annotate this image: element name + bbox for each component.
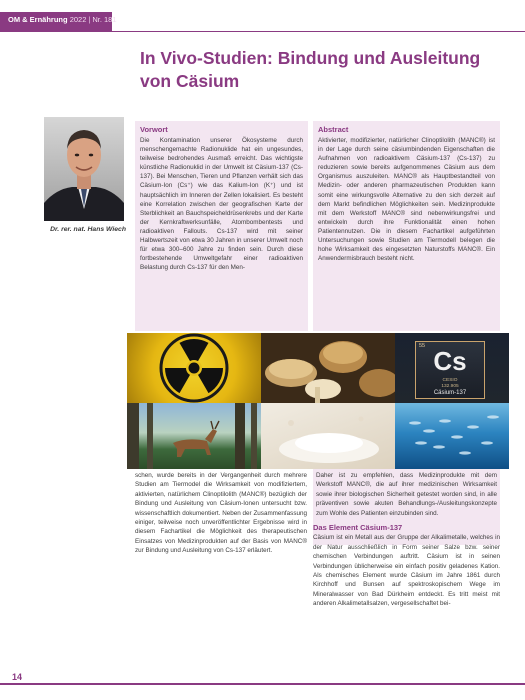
journal-name: OM & Ernährung: [8, 15, 68, 24]
radiation-symbol-image: [127, 333, 261, 403]
vorwort-heading: Vorwort: [140, 125, 168, 134]
element-number: 55: [419, 343, 426, 349]
element-symbol: Cs: [433, 346, 467, 376]
white-powder-image: [261, 403, 395, 469]
page-number: 14: [12, 672, 23, 682]
author-portrait: [44, 117, 124, 221]
header-text: OM & Ernährung 2022 | Nr. 181: [8, 15, 117, 24]
cesium-element-image: [395, 333, 509, 403]
body-left-column: schen, wurde bereits in der Vergangenheit durch mehrere Studien am Tiermodel die Wirksamkeit von modifiziertem, aktivierten, natürlichem Clinoptilolith (MANC®) bezüglich der Bindung und Ausleitung von Cäsium-Ionen untersucht bzw. wissenschaftlich dokumentiert. Neben der Zusammenfassung einiger, teilweise noch unveröffentlichter Ergebnisse wird in diesem Fachartikel die Möglichkeit des therapeutischen Einsatzes von Medizinprodukten auf der Basis von MANC® zur Bindung und Ausleitung von Cs-137 erläutert.: [135, 472, 307, 555]
abstract-text: Aktivierter, modifizierter, natürlicher Clinoptilolith (MANC®) ist in der Lage durch seine cäsiumbindenden Eigenschaften die Aufnahmen von radioaktivem Cäsium-137 (Cs-137) zu reduzieren sowie bereits aufgenommenes Cäsium aus dem Organismus auszuleiten. MANC® als Hauptbestandteil von Medizin- oder anderen pharmazeutischen Produkten kann somit eine wirkungsvolle Alternative zu den sich derzeit auf dem Markt befindlichen Möglichkeiten sein. Medizinprodukte mit dem Werkstoff MANC® sind nebenwirkungsfrei und entwickeln durch ihre Funktionalität einen hohen Patientennutzen. Die in diesem Fachartikel aufgeführten Untersuchungen sowie Studien am Tiermodell belegen die hohe Wirksamkeit des eingesetzten Naturstoffs MANC®. Ein Anwendermisbrauch besteht nicht.: [318, 137, 495, 263]
body-right-column: [313, 471, 500, 609]
journal-year: 2022: [69, 15, 87, 24]
cesium-element-tile: [415, 341, 485, 399]
conclusion-text: Daher ist zu empfehlen, dass Medizinprodukte mit dem Werkstoff MANC®, die auf ihrer medizinischen Wirksamkeit sowie ihrer biologischen Sicherheit getestet worden sind, in alle präventiven sowie akuten Behandlungs-/Ausleitungskonzepte zum Wohle des Patienten einzubinden sind.: [316, 472, 497, 517]
image-collage: [127, 333, 509, 469]
element-name: Cäsium-137: [433, 390, 467, 396]
fish-swarm-image: [395, 403, 509, 469]
abstract-heading: Abstract: [318, 125, 349, 134]
vorwort-text: Die Kontamination unserer Ökosysteme durch menschengemachte Radionuklide hat ein ungesundes, teilweise bedrohendes Ausmaß erreicht. Das wichtigste künstliche Radionuklid in der Umwelt ist Cäsium-137 (Cs-137). Bei Menschen, Tieren und Pflanzen verhält sich das Cäsium-Ion (Cs⁺) wie das Kalium-Ion (K⁺) und ist hauptsächlich im Inneren der Zellen lokalisiert. Es besteht eine Korrelation zwischen der geografischen Karte der Sterblichkeit an Bauchspeicheldrüsenkrebs und der Karte der Kernkraftwerksunfälle, Atombombentests und radioaktiven Fallouts. Cs-137 wird mit seiner Halbwertszeit von etwa 30 Jahren in unserer Umwelt noch für etwa 300–600 Jahre zu finden sein. Durch diese fortbestehende Umweltgefahr einer radioaktiven Belastung durch Cs-137 für den Men-: [140, 137, 303, 272]
header-rule: [112, 31, 525, 32]
element-mass: CESIO 132.905: [441, 378, 459, 389]
journal-issue: Nr. 181: [92, 15, 117, 24]
mushrooms-image: [261, 333, 395, 403]
section-heading: Das Element Cäsium-137: [313, 523, 403, 533]
abstract-box: [313, 121, 500, 331]
author-caption: Dr. rer. nat. Hans Wiech: [50, 226, 126, 233]
article-title: In Vivo-Studien: Bindung und Ausleitung von Cäsium: [140, 48, 481, 91]
vorwort-box: [135, 121, 308, 331]
deer-forest-image: [127, 403, 261, 469]
footer-rule: [0, 683, 525, 685]
section-text: Cäsium ist ein Metall aus der Gruppe der Alkalimetalle, welches in der Natur ausschließlich in Form seiner Salze bzw. seiner chemischen Verbindungen auftritt. Cäsium ist in seinen Verbindungen üblicherweise ein einfach positiv geladenes Kation. Als chemisches Element wurde Cäsium im Jahre 1861 durch Kirchhoff und Bunsen auf spektroskopischem Wege im Mineralwasser von Bad Dürkheim entdeckt. Es tritt meist mit anderen Alkalimetallsalzen, vergesellschaftet bei-: [313, 534, 500, 608]
